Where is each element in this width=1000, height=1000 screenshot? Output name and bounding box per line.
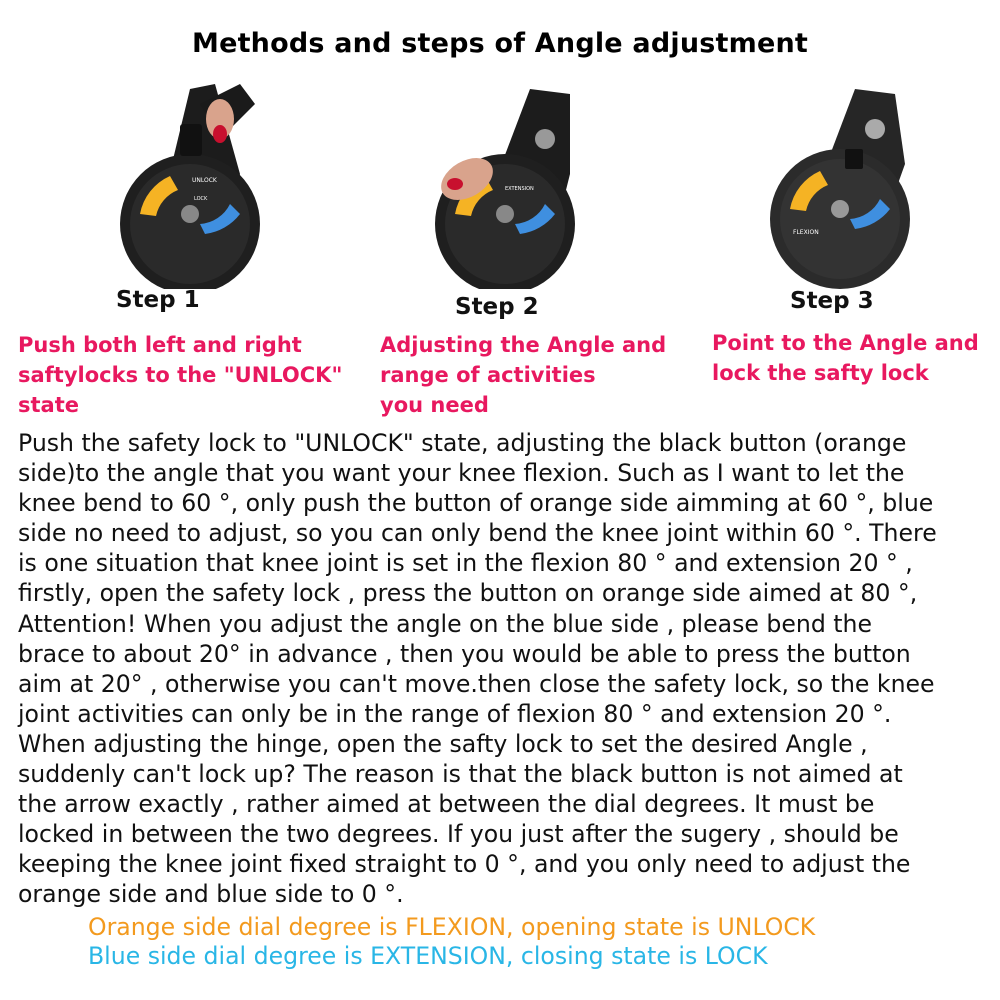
paragraph-line: joint activities can only be in the range of flexion 80 ° and extension 20 °.	[18, 699, 892, 728]
dial-lock-text: LOCK	[194, 196, 208, 202]
page-title: Methods and steps of Angle adjustment	[192, 28, 808, 59]
paragraph-line: brace to about 20° in advance , then you would be able to press the button	[18, 639, 911, 668]
dial-flexion-text: FLEXION	[793, 229, 819, 236]
paragraph-line: firstly, open the safety lock , press the button on orange side aimed at 80 °,	[18, 579, 918, 608]
hinge-dial-illustration	[355, 84, 655, 289]
hinge-dial-illustration	[40, 84, 340, 289]
paragraph-line: locked in between the two degrees. If you just after the sugery , should be	[18, 820, 899, 849]
step-2-label: Step 2	[455, 294, 539, 320]
instructions-paragraph	[18, 428, 988, 910]
step-1-photo	[40, 84, 340, 289]
step-2-description: Adjusting the Angle and range of activities you need	[380, 333, 667, 417]
step-1-label: Step 1	[116, 287, 200, 313]
dial-unlock-text: UNLOCK	[192, 177, 217, 184]
step-3-photo	[680, 84, 980, 289]
legend-extension: Blue side dial degree is EXTENSION, closing state is LOCK	[88, 942, 768, 970]
paragraph-line: Push the safety lock to "UNLOCK" state, adjusting the black button (orange	[18, 429, 907, 457]
paragraph-line: orange side and blue side to 0 °.	[18, 880, 404, 909]
paragraph-line: suddenly can't lock up? The reason is that the black button is not aimed at	[18, 760, 903, 789]
paragraph-line: side)to the angle that you want your knee flexion. Such as I want to let the	[18, 459, 905, 488]
step-3-description: Point to the Angle and lock the safty lock	[712, 331, 979, 385]
paragraph-line: side no need to adjust, so you can only bend the knee joint within 60 °. There	[18, 519, 937, 548]
step-1-description: Push both left and right saftylocks to the "UNLOCK" state	[18, 333, 343, 417]
step-2-photo	[355, 84, 655, 289]
paragraph-line: knee bend to 60 °, only push the button of orange side aimming at 60 °, blue	[18, 489, 934, 518]
paragraph-line: is one situation that knee joint is set in the flexion 80 ° and extension 20 ° ,	[18, 549, 913, 578]
dial-extension-text: EXTENSION	[505, 186, 534, 192]
legend-flexion: Orange side dial degree is FLEXION, opening state is UNLOCK	[88, 913, 816, 941]
paragraph-line: keeping the knee joint fixed straight to 0 °, and you only need to adjust the	[18, 850, 911, 879]
step-3-label: Step 3	[790, 288, 874, 314]
paragraph-line: When adjusting the hinge, open the safty lock to set the desired Angle ,	[18, 729, 868, 758]
hinge-dial-illustration	[680, 84, 980, 289]
paragraph-line: the arrow exactly , rather aimed at between the dial degrees. It must be	[18, 790, 875, 819]
paragraph-line: Attention! When you adjust the angle on the blue side , please bend the	[18, 609, 873, 638]
paragraph-line: aim at 20° , otherwise you can't move.then close the safety lock, so the knee	[18, 669, 935, 698]
